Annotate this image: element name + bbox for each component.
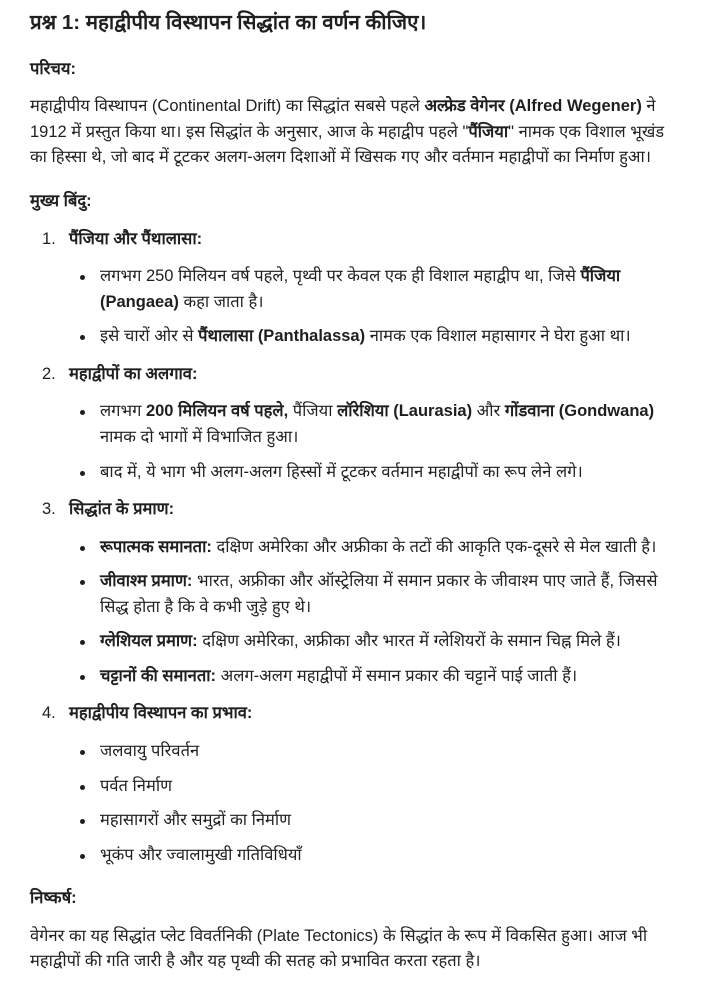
main-points-heading: मुख्य बिंदु: <box>30 192 92 210</box>
bullet-dot-icon <box>80 640 85 645</box>
main-point-item <box>42 701 678 868</box>
point-heading-row <box>42 701 678 727</box>
bullet-text: जलवायु परिवर्तन <box>100 742 200 760</box>
bullet-dot-icon <box>80 471 85 476</box>
conclusion-heading: निष्कर्ष: <box>30 889 77 908</box>
intro-paragraph: महाद्वीपीय विस्थापन (Continental Drift) का सिद्धांत सबसे पहले अल्फ्रेड वेगेनर (Alfred Wegener) ने 1912 में प्रस्तुत किया था। इस सिद्धांत के अनुसार, आज के महाद्वीप पहले "पैंजिया" नामक एक विशाल भूखंड का हिस्सा थे, जो बाद में टूटकर अलग-अलग दिशाओं में खिसक गए और वर्तमान महाद्वीपों का निर्माण हुआ। <box>30 97 665 167</box>
bullet-dot-icon <box>80 410 85 415</box>
conclusion-paragraph: वेगेनर का यह सिद्धांत प्लेट विवर्तनिकी (Plate Tectonics) के सिद्धांत के रूप में विकसित हुआ। आज भी महाद्वीपों की गति जारी है और यह पृथ्वी की सतह को प्रभावित करता रहता है। <box>30 926 648 971</box>
bullet-item <box>80 535 678 561</box>
bullet-text: महासागरों और समुद्रों का निर्माण <box>100 811 292 830</box>
bullet-item <box>80 774 678 800</box>
bullet-item <box>80 629 678 655</box>
bullet-item <box>80 264 678 315</box>
bullet-item <box>80 664 678 690</box>
bullet-item <box>80 399 678 450</box>
bullet-dot-icon <box>80 580 85 585</box>
bullet-dot-icon <box>80 275 85 280</box>
bullet-dot-icon <box>80 750 85 755</box>
point-number: 4. <box>42 704 56 723</box>
bullet-text: पर्वत निर्माण <box>100 776 173 795</box>
bullet-dot-icon <box>80 819 85 824</box>
bullet-text: इसे चारों ओर से पैंथालासा (Panthalassa) नामक एक विशाल महासागर ने घेरा हुआ था। <box>100 327 631 346</box>
bullet-item <box>80 739 678 765</box>
bullet-item <box>80 808 678 834</box>
intro-heading: परिचय: <box>30 59 76 78</box>
bullet-text: लगभग 250 मिलियन वर्ष पहले, पृथ्वी पर केवल एक ही विशाल महाद्वीप था, जिसे पैंजिया (Pangaea) कहा जाता है। <box>100 267 621 311</box>
bullet-text: जीवाश्म प्रमाण: भारत, अफ्रीका और ऑस्ट्रेलिया में समान प्रकार के जीवाश्म पाए जाते हैं, जिससे सिद्ध होता है कि वे कभी जुड़े हुए थे। <box>100 572 658 616</box>
point-number: 3. <box>42 500 56 519</box>
point-heading-row <box>42 227 678 253</box>
bullet-dot-icon <box>80 785 85 790</box>
point-heading-row <box>42 497 678 523</box>
point-number: 2. <box>42 364 56 383</box>
bullet-text: ग्लेशियल प्रमाण: दक्षिण अमेरिका, अफ्रीका और भारत में ग्लेशियरों के समान चिह्न मिले हैं। <box>100 632 621 651</box>
point-bullets <box>42 264 678 350</box>
bullet-text: चट्टानों की समानता: अलग-अलग महाद्वीपों में समान प्रकार की चट्टानें पाई जाती हैं। <box>100 666 578 685</box>
bullet-dot-icon <box>80 335 85 340</box>
bullet-dot-icon <box>80 546 85 551</box>
answer-document <box>30 8 678 975</box>
bullet-text: लगभग 200 मिलियन वर्ष पहले, पैंजिया लॉरेशिया (Laurasia) और गोंडवाना (Gondwana) नामक दो भागों में विभाजित हुआ। <box>100 402 655 446</box>
point-heading: पैंजिया और पैंथालासा: <box>69 229 203 248</box>
point-bullets <box>42 399 678 485</box>
bullet-item <box>80 569 678 620</box>
point-bullets <box>42 535 678 690</box>
point-heading-row <box>42 362 678 388</box>
main-point-item <box>42 362 678 485</box>
bullet-dot-icon <box>80 854 85 859</box>
bullet-item <box>80 843 678 869</box>
main-point-item <box>42 227 678 350</box>
bullet-text: बाद में, ये भाग भी अलग-अलग हिस्सों में टूटकर वर्तमान महाद्वीपों का रूप लेने लगे। <box>100 462 583 481</box>
bullet-item <box>80 460 678 486</box>
main-points-list <box>30 227 678 869</box>
bullet-text: भूकंप और ज्वालामुखी गतिविधियाँ <box>100 845 302 864</box>
bullet-dot-icon <box>80 675 85 680</box>
point-heading: महाद्वीपों का अलगाव: <box>69 364 198 383</box>
bullet-text: रूपात्मक समानता: दक्षिण अमेरिका और अफ्रीका के तटों की आकृति एक-दूसरे से मेल खाती है। <box>100 537 657 556</box>
point-number: 1. <box>42 229 56 248</box>
bullet-item <box>80 324 678 350</box>
point-bullets <box>42 739 678 868</box>
point-heading: सिद्धांत के प्रमाण: <box>69 500 175 519</box>
main-point-item <box>42 497 678 689</box>
question-title: प्रश्न 1: महाद्वीपीय विस्थापन सिद्धांत का वर्णन कीजिए। <box>30 11 427 34</box>
point-heading: महाद्वीपीय विस्थापन का प्रभाव: <box>69 704 253 723</box>
